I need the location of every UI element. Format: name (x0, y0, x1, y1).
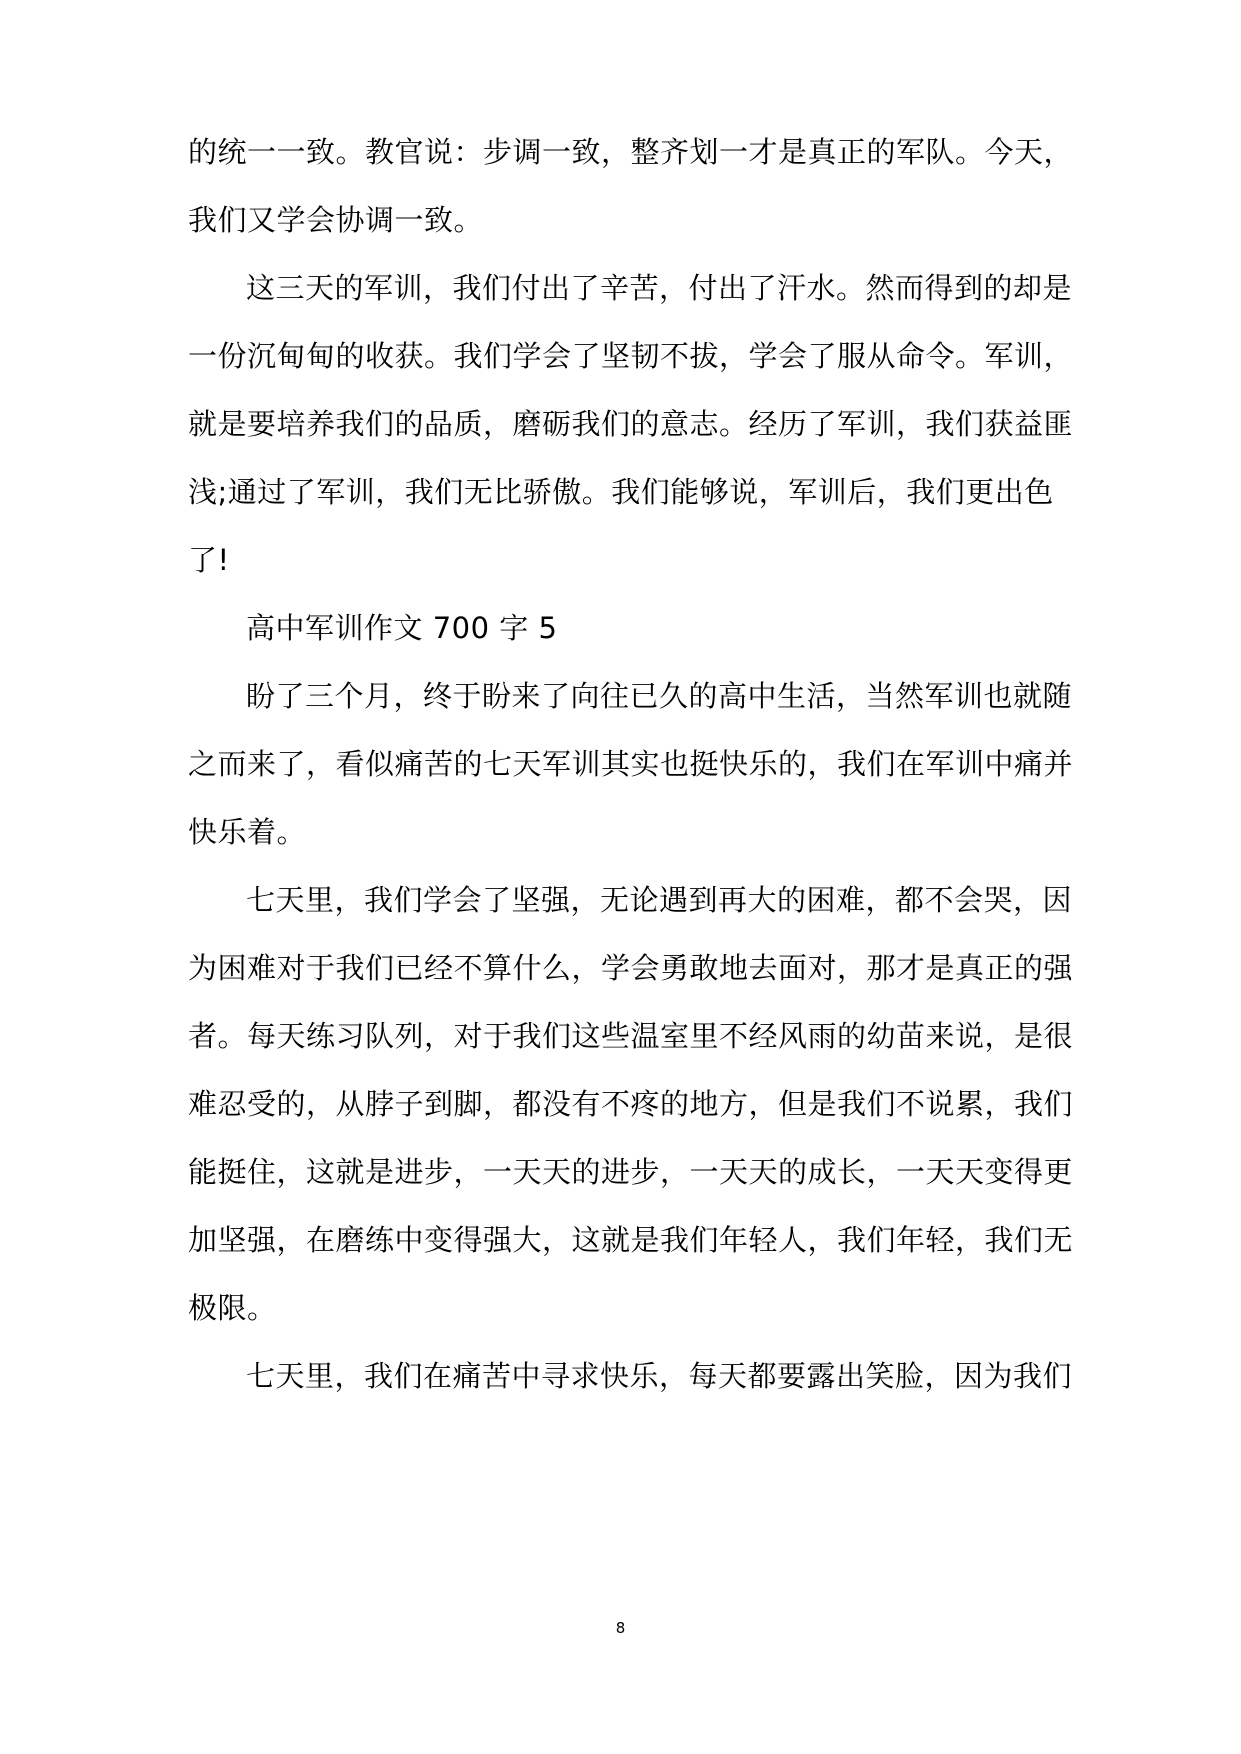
text-line: 为困难对于我们已经不算什么，学会勇敢地去面对，那才是真正的强 (188, 951, 1074, 985)
text-line: 加坚强，在磨练中变得强大，这就是我们年轻人，我们年轻，我们无 (188, 1223, 1074, 1257)
section-heading: 高中军训作文 700 字 5 (246, 611, 558, 645)
paragraph-first-line: 七天里，我们学会了坚强，无论遇到再大的困难，都不会哭，因 (246, 883, 1073, 917)
paragraph-first-line: 七天里，我们在痛苦中寻求快乐，每天都要露出笑脸，因为我们 (246, 1359, 1073, 1393)
text-line: 的统一一致。教官说：步调一致，整齐划一才是真正的军队。今天， (188, 135, 1074, 169)
text-line: 一份沉甸甸的收获。我们学会了坚韧不拔，学会了服从命令。军训， (188, 339, 1074, 373)
page-number: 8 (615, 1619, 626, 1637)
text-line: 极限。 (188, 1291, 277, 1325)
text-line: 之而来了，看似痛苦的七天军训其实也挺快乐的，我们在军训中痛并 (188, 747, 1074, 781)
text-line: 快乐着。 (188, 815, 307, 849)
text-line: 浅;通过了军训，我们无比骄傲。我们能够说，军训后，我们更出色 (188, 475, 1054, 509)
text-line: 就是要培养我们的品质，磨砺我们的意志。经历了军训，我们获益匪 (188, 407, 1074, 441)
text-line: 了! (188, 543, 230, 577)
text-line: 能挺住，这就是进步，一天天的进步，一天天的成长，一天天变得更 (188, 1155, 1074, 1189)
text-line: 我们又学会协调一致。 (188, 203, 484, 237)
text-line: 难忍受的，从脖子到脚，都没有不疼的地方，但是我们不说累，我们 (188, 1087, 1074, 1121)
paragraph-first-line: 这三天的军训，我们付出了辛苦，付出了汗水。然而得到的却是 (246, 271, 1073, 305)
paragraph-first-line: 盼了三个月，终于盼来了向往已久的高中生活，当然军训也就随 (246, 679, 1073, 713)
text-line: 者。每天练习队列，对于我们这些温室里不经风雨的幼苗来说，是很 (188, 1019, 1074, 1053)
